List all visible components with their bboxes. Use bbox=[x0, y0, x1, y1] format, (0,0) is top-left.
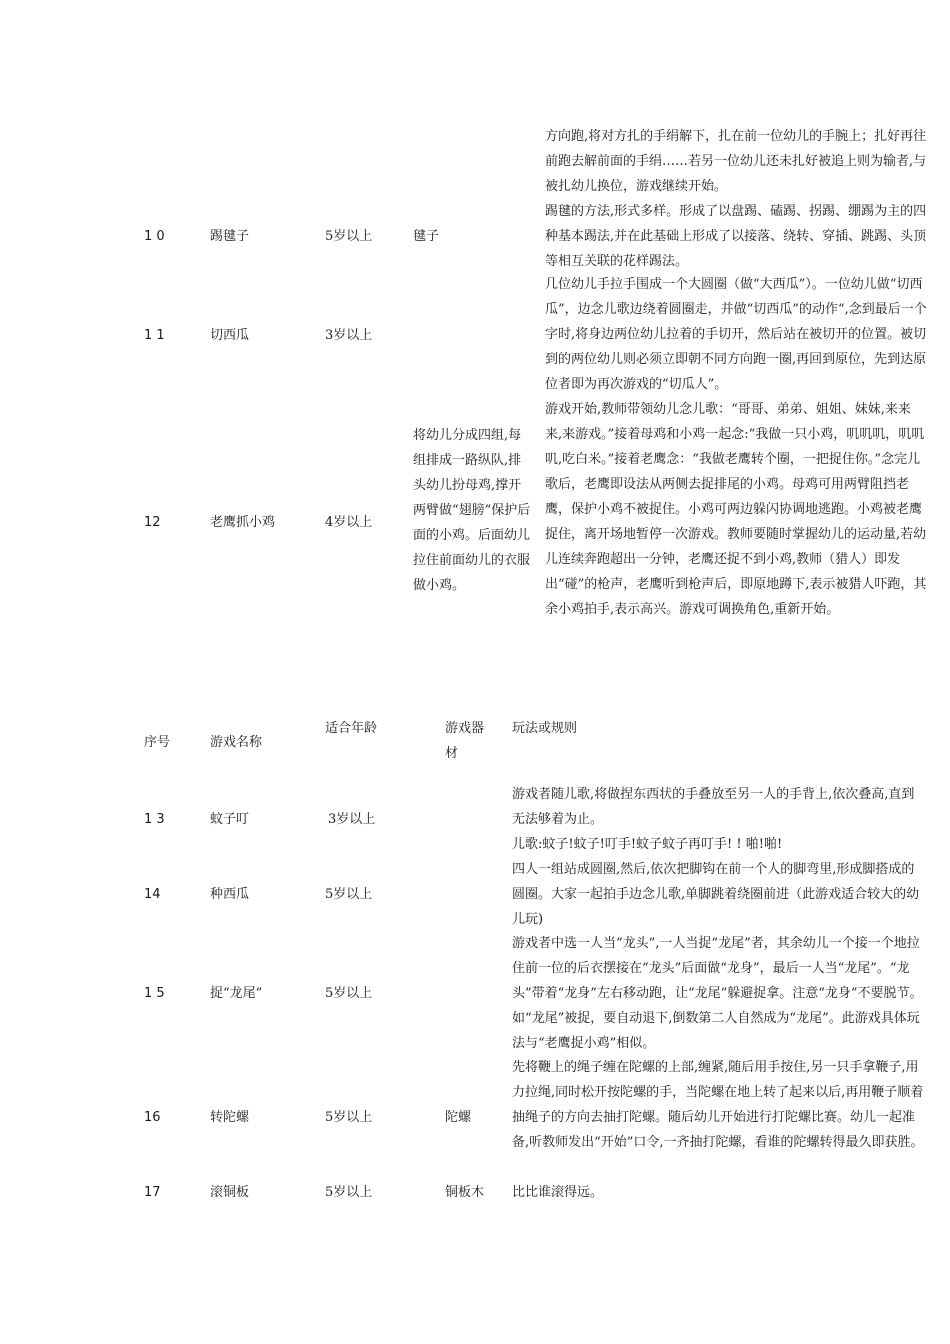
rules-cell-rhyme: 儿歌:蚊子!蚊子!叮手!蚊子蚊子再叮手! ! 啪!啪! bbox=[512, 837, 783, 852]
game-name: 滚铜板 bbox=[210, 1185, 250, 1200]
equipment: 铜板木 bbox=[445, 1185, 485, 1200]
rules-cell-continued: 方向跑,将对方扎的手绢解下，扎在前一位幼儿的手腕上；扎好再往前跑去解前面的手绢……若另一位幼儿还未扎好被追上则为输者,与被扎幼儿换位，游戏继续开始。 bbox=[545, 129, 927, 194]
header-no: 序号 bbox=[144, 735, 171, 750]
age-range: 5岁以上 bbox=[325, 1185, 373, 1200]
equipment: 毽子 bbox=[413, 229, 440, 244]
row-number: 17 bbox=[144, 1185, 161, 1200]
age-range: 5岁以上 bbox=[325, 986, 373, 1001]
game-name: 老鹰抓小鸡 bbox=[210, 515, 276, 530]
age-range: 5岁以上 bbox=[325, 1110, 373, 1125]
age-range: 5岁以上 bbox=[325, 229, 373, 244]
row-number: 14 bbox=[144, 887, 161, 902]
game-name: 蚊子叮 bbox=[210, 812, 250, 827]
header-name: 游戏名称 bbox=[210, 735, 263, 750]
row-number: 1 1 bbox=[144, 328, 165, 343]
row-number: 1 3 bbox=[144, 812, 165, 827]
rules-cell: 踢毽的方法,形式多样。形成了以盘踢、磕踢、拐踢、绷踢为主的四种基本踢法,并在此基础上形成了以接落、绕转、穿插、跳踢、头顶等相互关联的花样踢法。 bbox=[545, 204, 927, 269]
row-number: 16 bbox=[144, 1110, 161, 1125]
game-name: 踢毽子 bbox=[210, 229, 250, 244]
rules-cell: 游戏者随儿歌,将做捏东西状的手叠放至另一人的手背上,依次叠高,直到无法够着为止。 bbox=[512, 787, 915, 827]
age-range: 4岁以上 bbox=[325, 515, 373, 530]
rules-cell: 游戏者中选一人当“龙头”,一人当捉“龙尾”者，其余幼儿一个接一个地拉住前一位的后衣摆接在“龙头”后面做“龙身”，最后一人当“龙尾”。“龙头”带着“龙身”左右移动跑，让“龙尾”躲避捉拿。注意“龙身”不要脱节。如“龙尾”被捉，要自动退下,倒数第二人自然成为“龙尾”。此游戏具体玩法与“老鹰捉小鸡”相似。 bbox=[512, 936, 923, 1051]
header-rules: 玩法或规则 bbox=[512, 721, 578, 736]
game-name: 切西瓜 bbox=[210, 328, 250, 343]
age-range: 3岁以上 bbox=[328, 812, 376, 827]
equipment: 陀螺 bbox=[445, 1110, 472, 1125]
game-name: 转陀螺 bbox=[210, 1110, 250, 1125]
age-range: 5岁以上 bbox=[325, 887, 373, 902]
row-number: 1 0 bbox=[144, 229, 165, 244]
rules-cell: 游戏开始,教师带领幼儿念儿歌：“哥哥、弟弟、姐姐、妹妹,来来来,来游戏。”接着母鸡和小鸡一起念:“我做一只小鸡，叽叽叽，叽叽叽,吃白米。”接着老鹰念：“我做老鹰转个圈，一把捉住你。”念完儿歌后，老鹰即设法从两侧去捉排尾的小鸡。母鸡可用两臂阻挡老鹰，保护小鸡不被捉住。小鸡可两边躲闪协调地逃跑。小鸡被老鹰捉住，离开场地暂停一次游戏。教师要随时掌握幼儿的运动量,若幼儿连续奔跑超出一分钟，老鹰还捉不到小鸡,教师（猎人）即发出“碰”的枪声，老鹰听到枪声后，即原地蹲下,表示被猎人吓跑，其余小鸡拍手,表示高兴。游戏可调换角色,重新开始。 bbox=[545, 402, 927, 617]
row-number: 1 5 bbox=[144, 986, 165, 1001]
game-name: 种西瓜 bbox=[210, 887, 250, 902]
row-number: 12 bbox=[144, 515, 161, 530]
header-age: 适合年龄 bbox=[325, 721, 378, 736]
rules-cell: 几位幼儿手拉手围成一个大圆圈（做“大西瓜”）。一位幼儿做“切西瓜”，边念儿歌边绕着圆圈走，并做“切西瓜”的动作“,念到最后一个字时,将身边两位幼儿拉着的手切开，然后站在被切开的位置。被切到的两位幼儿则必须立即朝不同方向跑一圈,再回到原位，先到达原位者即为再次游戏的“切瓜人”。 bbox=[545, 277, 927, 392]
rules-cell: 先将鞭上的绳子缠在陀螺的上部,缠紧,随后用手按住,另一只手拿鞭子,用力拉绳,同时松开按陀螺的手，当陀螺在地上转了起来以后,再用鞭子顺着抽绳子的方向去抽打陀螺。随后幼儿开始进行打陀螺比赛。幼儿一起准备,听教师发出“开始”口令,一齐抽打陀螺，看谁的陀螺转得最久即获胜。 bbox=[512, 1060, 924, 1150]
header-equipment: 游戏器材 bbox=[445, 721, 485, 761]
rules-cell: 比比谁滚得远。 bbox=[512, 1185, 604, 1200]
age-range: 3岁以上 bbox=[325, 328, 373, 343]
game-name: 捉“龙尾” bbox=[210, 986, 263, 1001]
equipment-cell: 将幼儿分成四组,每组排成一路纵队,排头幼儿扮母鸡,撑开两臂做“翅膀”保护后面的小鸡。后面幼儿拉住前面幼儿的衣服做小鸡。 bbox=[413, 428, 531, 593]
rules-cell: 四人一组站成圆圈,然后,依次把脚钩在前一个人的脚弯里,形成脚搭成的圆圈。大家一起拍手边念儿歌,单脚跳着绕圈前进（此游戏适合较大的幼儿玩) bbox=[512, 862, 920, 927]
